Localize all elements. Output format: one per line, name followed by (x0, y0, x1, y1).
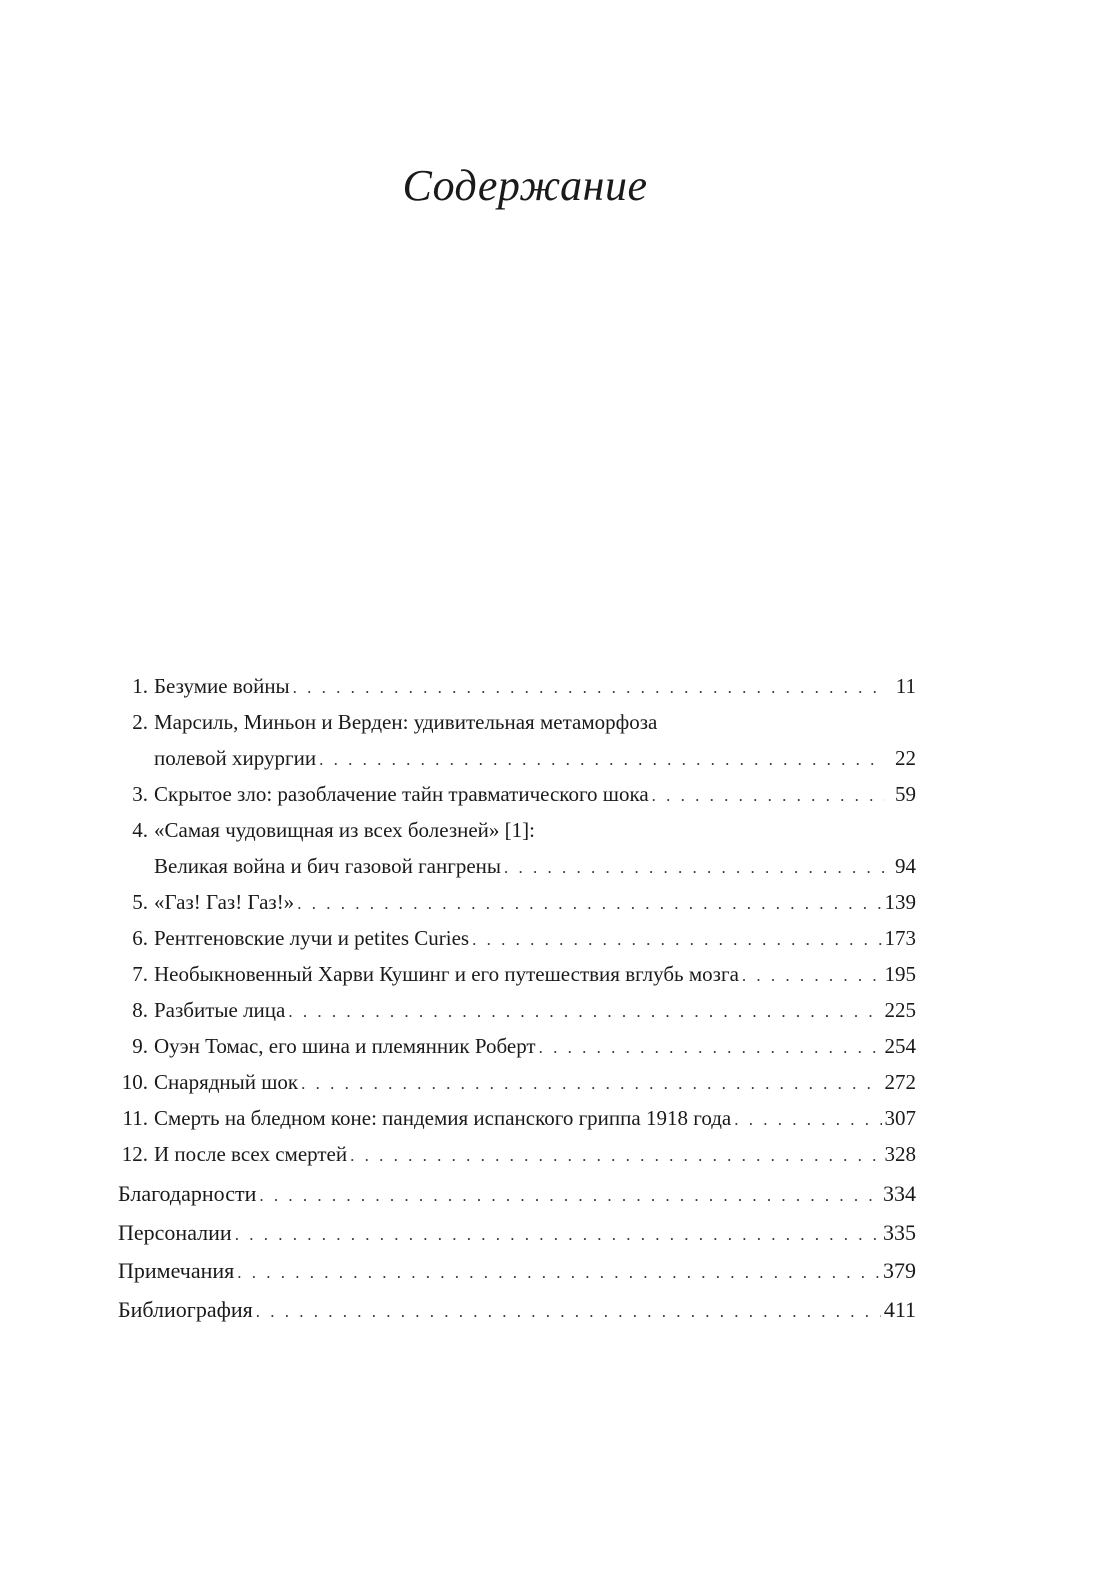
chapter-title: Рентгеновские лучи и petites Curies (154, 926, 470, 950)
page-number: 22 (895, 746, 916, 770)
toc-entry-persons[interactable] (118, 1214, 916, 1253)
toc-entry-bibliography[interactable] (118, 1291, 916, 1330)
toc-entry-chapter-11[interactable] (118, 1100, 916, 1136)
toc-entry-notes[interactable] (118, 1252, 916, 1291)
chapter-number: 5. (132, 890, 148, 914)
dot-leader (256, 1293, 881, 1332)
page-number: 335 (883, 1219, 916, 1245)
dot-leader (734, 1102, 881, 1138)
chapter-number: 8. (132, 998, 148, 1022)
chapter-title: Скрытое зло: разоблачение тайн травматического шока (154, 782, 649, 806)
chapter-title: Безумие войны (154, 674, 290, 698)
toc-entry-chapter-6[interactable] (118, 920, 916, 956)
section-title: Примечания (118, 1258, 235, 1283)
toc-entry-chapter-3[interactable] (118, 776, 916, 812)
dot-leader (293, 670, 885, 706)
chapter-title-line-2: полевой хирургии (154, 746, 317, 770)
chapter-number: 4. (132, 818, 148, 842)
section-title: Персоналии (118, 1219, 232, 1245)
chapter-title: Снарядный шок (154, 1070, 299, 1094)
chapter-number: 12. (121, 1142, 148, 1166)
toc-entry-chapter-4[interactable] (118, 812, 916, 848)
chapter-title: «Газ! Газ! Газ!» (154, 890, 295, 914)
page-number: 411 (883, 1296, 916, 1322)
page-number: 195 (884, 962, 916, 986)
dot-leader (301, 1066, 881, 1102)
table-of-contents (118, 668, 916, 1329)
toc-entry-chapter-7[interactable] (118, 956, 916, 992)
dot-leader (319, 742, 885, 778)
dot-leader (652, 778, 885, 814)
chapter-number: 11. (122, 1106, 148, 1130)
page-title: Содержание (402, 161, 648, 210)
toc-entry-chapter-5[interactable] (118, 884, 916, 920)
chapter-title: Необыкновенный Харви Кушинг и его путешествия вглубь мозга (154, 962, 739, 986)
page-number: 11 (895, 674, 916, 698)
page-number: 139 (884, 890, 916, 914)
toc-entry-chapter-4-continued[interactable] (118, 848, 916, 884)
chapter-title-line-2: Великая война и бич газовой гангрены (154, 854, 502, 878)
chapter-title: Смерть на бледном коне: пандемия испанского гриппа 1918 года (154, 1106, 732, 1130)
toc-entry-chapter-8[interactable] (118, 992, 916, 1028)
page-number: 328 (884, 1142, 916, 1166)
toc-entry-chapter-2-continued[interactable] (118, 740, 916, 776)
section-title: Благодарности (118, 1181, 257, 1206)
page-number: 272 (884, 1070, 916, 1094)
page-number: 307 (884, 1106, 916, 1130)
chapter-number: 3. (132, 782, 148, 806)
dot-leader (297, 886, 881, 922)
dot-leader (742, 958, 882, 994)
chapter-title: Разбитые лица (154, 998, 286, 1022)
chapter-title-line-1: Марсиль, Миньон и Верден: удивительная метаморфоза (154, 710, 658, 734)
dot-leader (237, 1254, 880, 1293)
toc-entry-chapter-12[interactable] (118, 1136, 916, 1172)
dot-leader (472, 922, 881, 958)
dot-leader (235, 1216, 880, 1255)
chapter-number: 2. (132, 710, 148, 734)
chapter-number: 1. (132, 674, 148, 698)
page-number: 225 (884, 998, 916, 1022)
toc-entry-chapter-1[interactable] (118, 668, 916, 704)
toc-entry-chapter-2[interactable] (118, 704, 916, 740)
page-number: 379 (883, 1258, 916, 1283)
chapter-title-line-1: «Самая чудовищная из всех болезней» [1]: (154, 818, 535, 842)
page-number: 334 (883, 1181, 916, 1206)
toc-entry-chapter-10[interactable] (118, 1064, 916, 1100)
dot-leader (350, 1138, 881, 1174)
chapter-title: И после всех смертей (154, 1142, 348, 1166)
dot-leader (539, 1030, 882, 1066)
page-number: 94 (895, 854, 916, 878)
page-number: 254 (884, 1034, 916, 1058)
dot-leader (504, 850, 885, 886)
chapter-number: 6. (132, 926, 148, 950)
toc-entry-chapter-9[interactable] (118, 1028, 916, 1064)
chapter-number: 10. (121, 1070, 148, 1094)
chapter-title: Оуэн Томас, его шина и племянник Роберт (154, 1034, 536, 1058)
toc-entry-acknowledgements[interactable] (118, 1175, 916, 1214)
chapter-number: 9. (132, 1034, 148, 1058)
section-title: Библиография (118, 1296, 253, 1322)
page-number: 173 (884, 926, 916, 950)
chapter-number: 7. (132, 962, 148, 986)
page-number: 59 (895, 782, 916, 806)
dot-leader (288, 994, 881, 1030)
dot-leader (259, 1177, 880, 1216)
